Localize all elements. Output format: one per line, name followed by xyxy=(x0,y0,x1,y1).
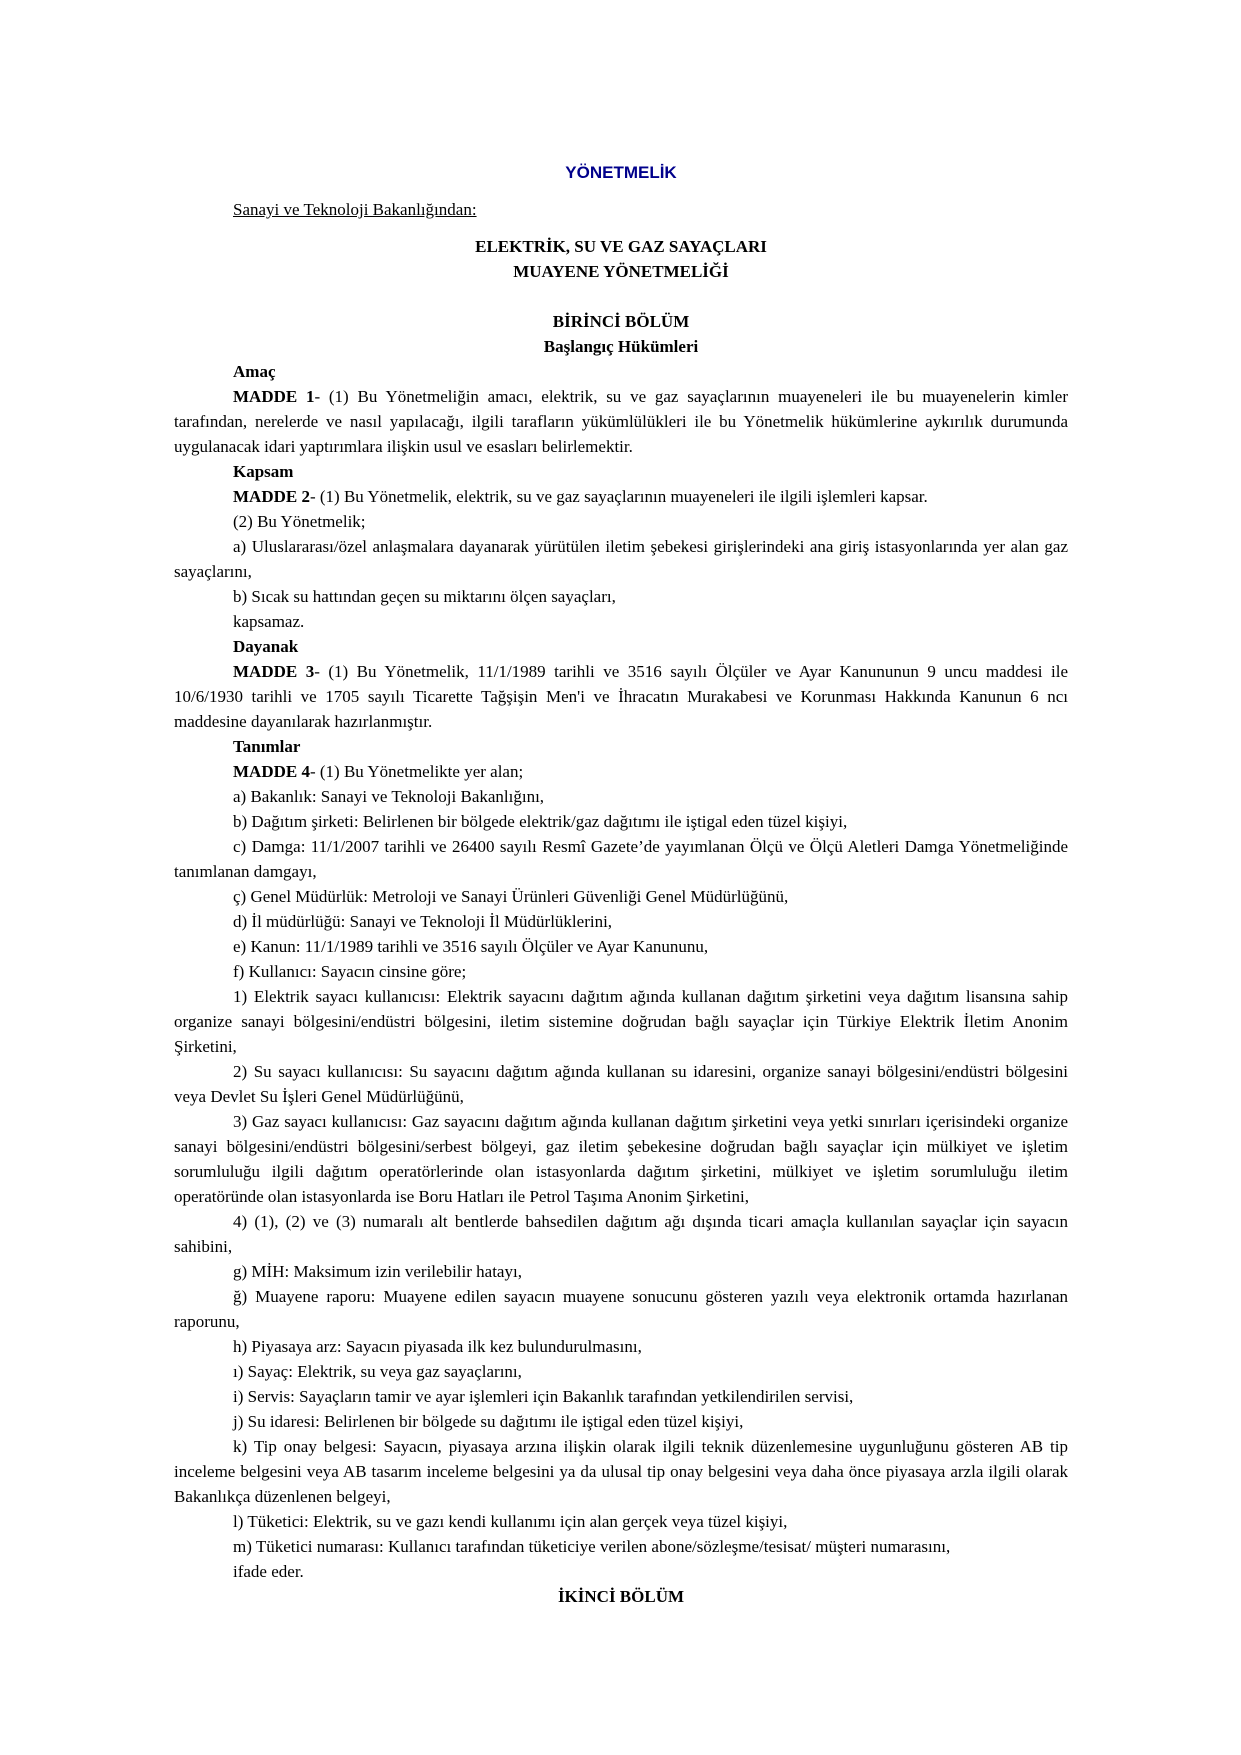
article-2-paragraph-2: (2) Bu Yönetmelik; xyxy=(233,512,366,531)
article-4-closing: ifade eder. xyxy=(233,1562,304,1581)
definition-item: l) Tüketici: Elektrik, su ve gazı kendi kullanımı için alan gerçek veya tüzel kişiyi, xyxy=(233,1512,788,1531)
heading-kapsam: Kapsam xyxy=(233,462,294,481)
article-4-text: - (1) Bu Yönetmelikte yer alan; xyxy=(309,762,524,781)
issuer-line: Sanayi ve Teknoloji Bakanlığından: xyxy=(233,200,477,219)
definition-item: 1) Elektrik sayacı kullanıcısı: Elektrik sayacını dağıtım ağında kullanan dağıtım şirketini veya dağıtım lisansına sahip organize sanayi bölgesini/endüstri bölgesini, iletim sistemine doğrudan bağlı sayaçlar için Türkiye Elektrik İletim Anonim Şirketini, xyxy=(174,987,1068,1056)
article-2-item-a: a) Uluslararası/özel anlaşmalara dayanarak yürütülen iletim şebekesi girişlerindeki ana giriş istasyonlarında yer alan gaz sayaçlarını, xyxy=(174,537,1068,581)
definition-item: ı) Sayaç: Elektrik, su veya gaz sayaçlarını, xyxy=(233,1362,522,1381)
article-3-label: MADDE 3 xyxy=(233,662,315,681)
definition-item: h) Piyasaya arz: Sayacın piyasada ilk kez bulundurulmasını, xyxy=(233,1337,642,1356)
definition-item: a) Bakanlık: Sanayi ve Teknoloji Bakanlığını, xyxy=(233,787,545,806)
heading-amac: Amaç xyxy=(233,362,276,381)
document-type-label: YÖNETMELİK xyxy=(565,163,677,182)
definition-item: i) Servis: Sayaçların tamir ve ayar işlemleri için Bakanlık tarafından yetkilendirilen servisi, xyxy=(233,1387,854,1406)
article-1-text: - (1) Bu Yönetmeliğin amacı, elektrik, su ve gaz sayaçlarının muayeneleri ile bu muayenelerin kimler tarafından, nerelerde ve nasıl yapılacağı, ilgili tarafların yükümlülükleri ile bu Yönetmelik hükümlerine aykırılık durumunda uygulanacak idari yaptırımlara ilişkin usul ve esasları belirlemektir. xyxy=(174,387,1069,456)
part-2-title: İKİNCİ BÖLÜM xyxy=(557,1587,685,1606)
part-1-subtitle: Başlangıç Hükümleri xyxy=(543,337,699,356)
article-2 xyxy=(174,484,1068,509)
definition-item: m) Tüketici numarası: Kullanıcı tarafından tüketiciye verilen abone/sözleşme/tesisat/ müşteri numarasını, xyxy=(233,1537,951,1556)
regulation-title-line-1: ELEKTRİK, SU VE GAZ SAYAÇLARI xyxy=(475,237,767,256)
definition-item: b) Dağıtım şirketi: Belirlenen bir bölgede elektrik/gaz dağıtımı ile iştigal eden tüzel kişiyi, xyxy=(233,812,848,831)
article-1-label: MADDE 1 xyxy=(233,387,315,406)
heading-dayanak: Dayanak xyxy=(233,637,299,656)
definition-item: g) MİH: Maksimum izin verilebilir hatayı, xyxy=(233,1262,522,1281)
definition-item: 2) Su sayacı kullanıcısı: Su sayacını dağıtım ağında kullanan su idaresini, organize sanayi bölgesini/endüstri bölgesini veya Devlet Su İşleri Genel Müdürlüğünü, xyxy=(174,1062,1068,1106)
part-1-title: BİRİNCİ BÖLÜM xyxy=(552,312,690,331)
definition-item: c) Damga: 11/1/2007 tarihli ve 26400 sayılı Resmî Gazete’de yayımlanan Ölçü ve Ölçü Aletleri Damga Yönetmeliğinde tanımlanan damgayı, xyxy=(174,837,1068,881)
definition-item: 3) Gaz sayacı kullanıcısı: Gaz sayacını dağıtım ağında kullanan dağıtım şirketini veya yetki sınırları içerisindeki organize sanayi bölgesini/endüstri bölgesini/serbest bölgeyi, gaz iletim şebekesine doğrudan bağlı sayaçlar için mülkiyet ve işletim sorumluluğu ilgili dağıtım operatörlerinde olan istasyonlarda dağıtım şirketini, mülkiyet ve işletim sorumluluğu iletim operatöründe olan istasyonlarda ise Boru Hatları ile Petrol Taşıma Anonim Şirketini, xyxy=(174,1112,1068,1206)
regulation-title-line-2: MUAYENE YÖNETMELİĞİ xyxy=(513,262,729,281)
article-2-closing: kapsamaz. xyxy=(233,612,305,631)
article-4-label: MADDE 4 xyxy=(233,762,310,781)
definition-item: k) Tip onay belgesi: Sayacın, piyasaya arzına ilişkin olarak ilgili teknik düzenlemesine uygunluğunu gösteren AB tip inceleme belgesini veya AB tasarım inceleme belgesini ya da ulusal tip onay belgesini veya daha önce piyasaya arzla ilgili olarak Bakanlıkça düzenlenen belgeyi, xyxy=(174,1437,1068,1506)
definition-item: ç) Genel Müdürlük: Metroloji ve Sanayi Ürünleri Güvenliği Genel Müdürlüğünü, xyxy=(233,887,789,906)
heading-tanimlar: Tanımlar xyxy=(233,737,301,756)
definition-item: d) İl müdürlüğü: Sanayi ve Teknoloji İl Müdürlüklerini, xyxy=(233,912,613,931)
definition-item: 4) (1), (2) ve (3) numaralı alt bentlerde bahsedilen dağıtım ağı dışında ticari amaçla kullanılan sayaçlar için sayacın sahibini, xyxy=(174,1212,1068,1256)
article-3-text: - (1) Bu Yönetmelik, 11/1/1989 tarihli ve 3516 sayılı Ölçüler ve Ayar Kanununun 9 uncu maddesi ile 10/6/1930 tarihli ve 1705 sayılı Ticarette Tağşişin Men'i ve İhracatın Murakabesi ve Korunması Hakkında Kanunun 6 ncı maddesine dayanılarak hazırlanmıştır. xyxy=(174,662,1068,731)
article-2-label: MADDE 2 xyxy=(233,487,310,506)
definition-item: e) Kanun: 11/1/1989 tarihli ve 3516 sayılı Ölçüler ve Ayar Kanununu, xyxy=(233,937,709,956)
definition-item: f) Kullanıcı: Sayacın cinsine göre; xyxy=(233,962,467,981)
document-body xyxy=(174,160,1068,1609)
article-4 xyxy=(174,759,1068,784)
article-2-text: - (1) Bu Yönetmelik, elektrik, su ve gaz sayaçlarının muayeneleri ile ilgili işlemleri kapsar. xyxy=(309,487,928,506)
definition-item: j) Su idaresi: Belirlenen bir bölgede su dağıtımı ile iştigal eden tüzel kişiyi, xyxy=(233,1412,744,1431)
article-1 xyxy=(174,384,1068,459)
definition-item: ğ) Muayene raporu: Muayene edilen sayacın muayene sonucunu gösteren yazılı veya elektronik ortamda hazırlanan raporunu, xyxy=(174,1287,1068,1331)
article-3 xyxy=(174,659,1068,734)
article-2-item-b: b) Sıcak su hattından geçen su miktarını ölçen sayaçları, xyxy=(233,587,616,606)
